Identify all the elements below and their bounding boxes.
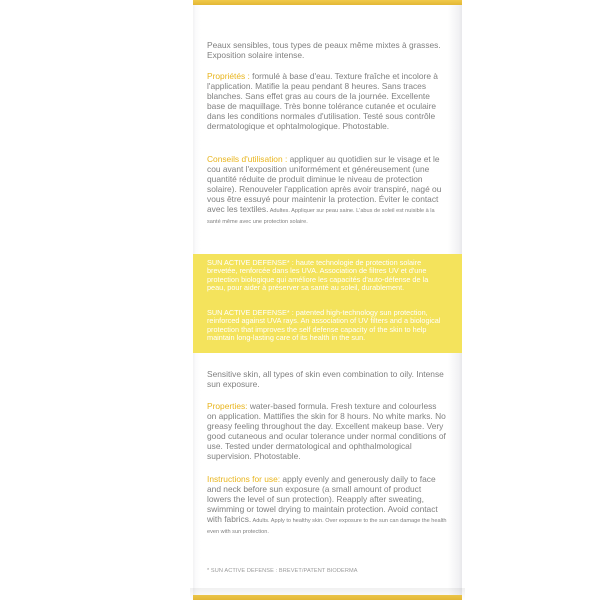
en-properties-label: Properties:	[207, 401, 248, 411]
fr-usage-label: Conseils d'utilisation :	[207, 154, 288, 164]
patent-footnote: * SUN ACTIVE DEFENSE : BREVET/PATENT BIODERMA	[207, 568, 358, 574]
fr-skin-types	[207, 40, 447, 60]
en-properties-text: water-based formula. Fresh texture and colourless on application. Mattifies the skin for 8 hours. No white marks. No greasy feeling throughout the day. Excellent makeup base. Very good cutaneous and ocular tolerance under normal conditions of use. Tested under dermatological and ophthalmological supervision. Photostable.	[207, 401, 446, 462]
fr-usage	[207, 154, 447, 226]
fr-skin-types-text: Peaux sensibles, tous types de peaux même mixtes à grasses. Exposition solaire intense.	[207, 40, 441, 61]
fr-properties-label: Propriétés :	[207, 71, 250, 81]
sunscreen-box-side-panel	[193, 0, 462, 600]
en-usage-label: Instructions for use:	[207, 474, 281, 484]
sun-active-defense-band	[193, 254, 462, 353]
band-fr-label: SUN ACTIVE DEFENSE* :	[207, 258, 294, 267]
band-fr	[207, 259, 447, 292]
en-usage-text: apply evenly and generously daily to face and neck before sun exposure (a small amount of product lowers the level of sun protection). Reapply after sweating, swimming or towel drying to maintain protection. Avoid contact with fabrics.	[207, 474, 438, 525]
en-usage-small-print: Adults. Apply to healthy skin. Over exposure to the sun can damage the health even with sun protection.	[207, 518, 447, 536]
band-en	[207, 309, 447, 342]
en-properties	[207, 401, 447, 462]
en-skin-types-text: Sensitive skin, all types of skin even combination to oily. Intense sun exposure.	[207, 369, 444, 390]
fr-properties	[207, 71, 447, 132]
band-en-label: SUN ACTIVE DEFENSE* :	[207, 308, 294, 317]
en-usage	[207, 474, 447, 536]
fr-usage-text: appliquer au quotidien sur le visage et le cou avant l'exposition uniformément et généreusement (une quantité réduite de produit diminue le niveau de protection solaire). Renouveler l'application après avoir transpiré, nagé ou vous être essuyé pour maintenir la protection. Éviter le contact avec les textiles.	[207, 154, 442, 215]
band-en-text: patented high-technology sun protection, reinforced against UVA rays. An association of UV filters and a biological protection that improves the self defense capacity of the skin to help maintain long-lasting care of its health in the sun.	[207, 308, 441, 342]
fr-usage-small-print: Adultes. Appliquer sur peau saine. L'abus de soleil est nuisible à la santé même avec une protection solaire.	[207, 208, 435, 226]
fr-properties-text: formulé à base d'eau. Texture fraîche et incolore à l'application. Matifie la peau pendant 8 heures. Sans traces blanches. Sans effet gras au cours de la journée. Excellente base de maquillage. Très bonne tolérance cutanée et oculaire dans les conditions normales d'utilisation. Testé sous contrôle dermatologique et ophtalmologique. Photostable.	[207, 71, 438, 132]
en-skin-types	[207, 369, 447, 389]
box-shadow	[190, 588, 465, 600]
band-fr-text: haute technologie de protection solaire brevetée, renforcée dans les UVA. Association de filtres UV et d'une protection biologique qui améliore les capacités d'auto-défense de la peau, pour aider à préserver sa santé au soleil, durablement.	[207, 258, 429, 292]
box-top-flap-edge	[193, 0, 462, 5]
